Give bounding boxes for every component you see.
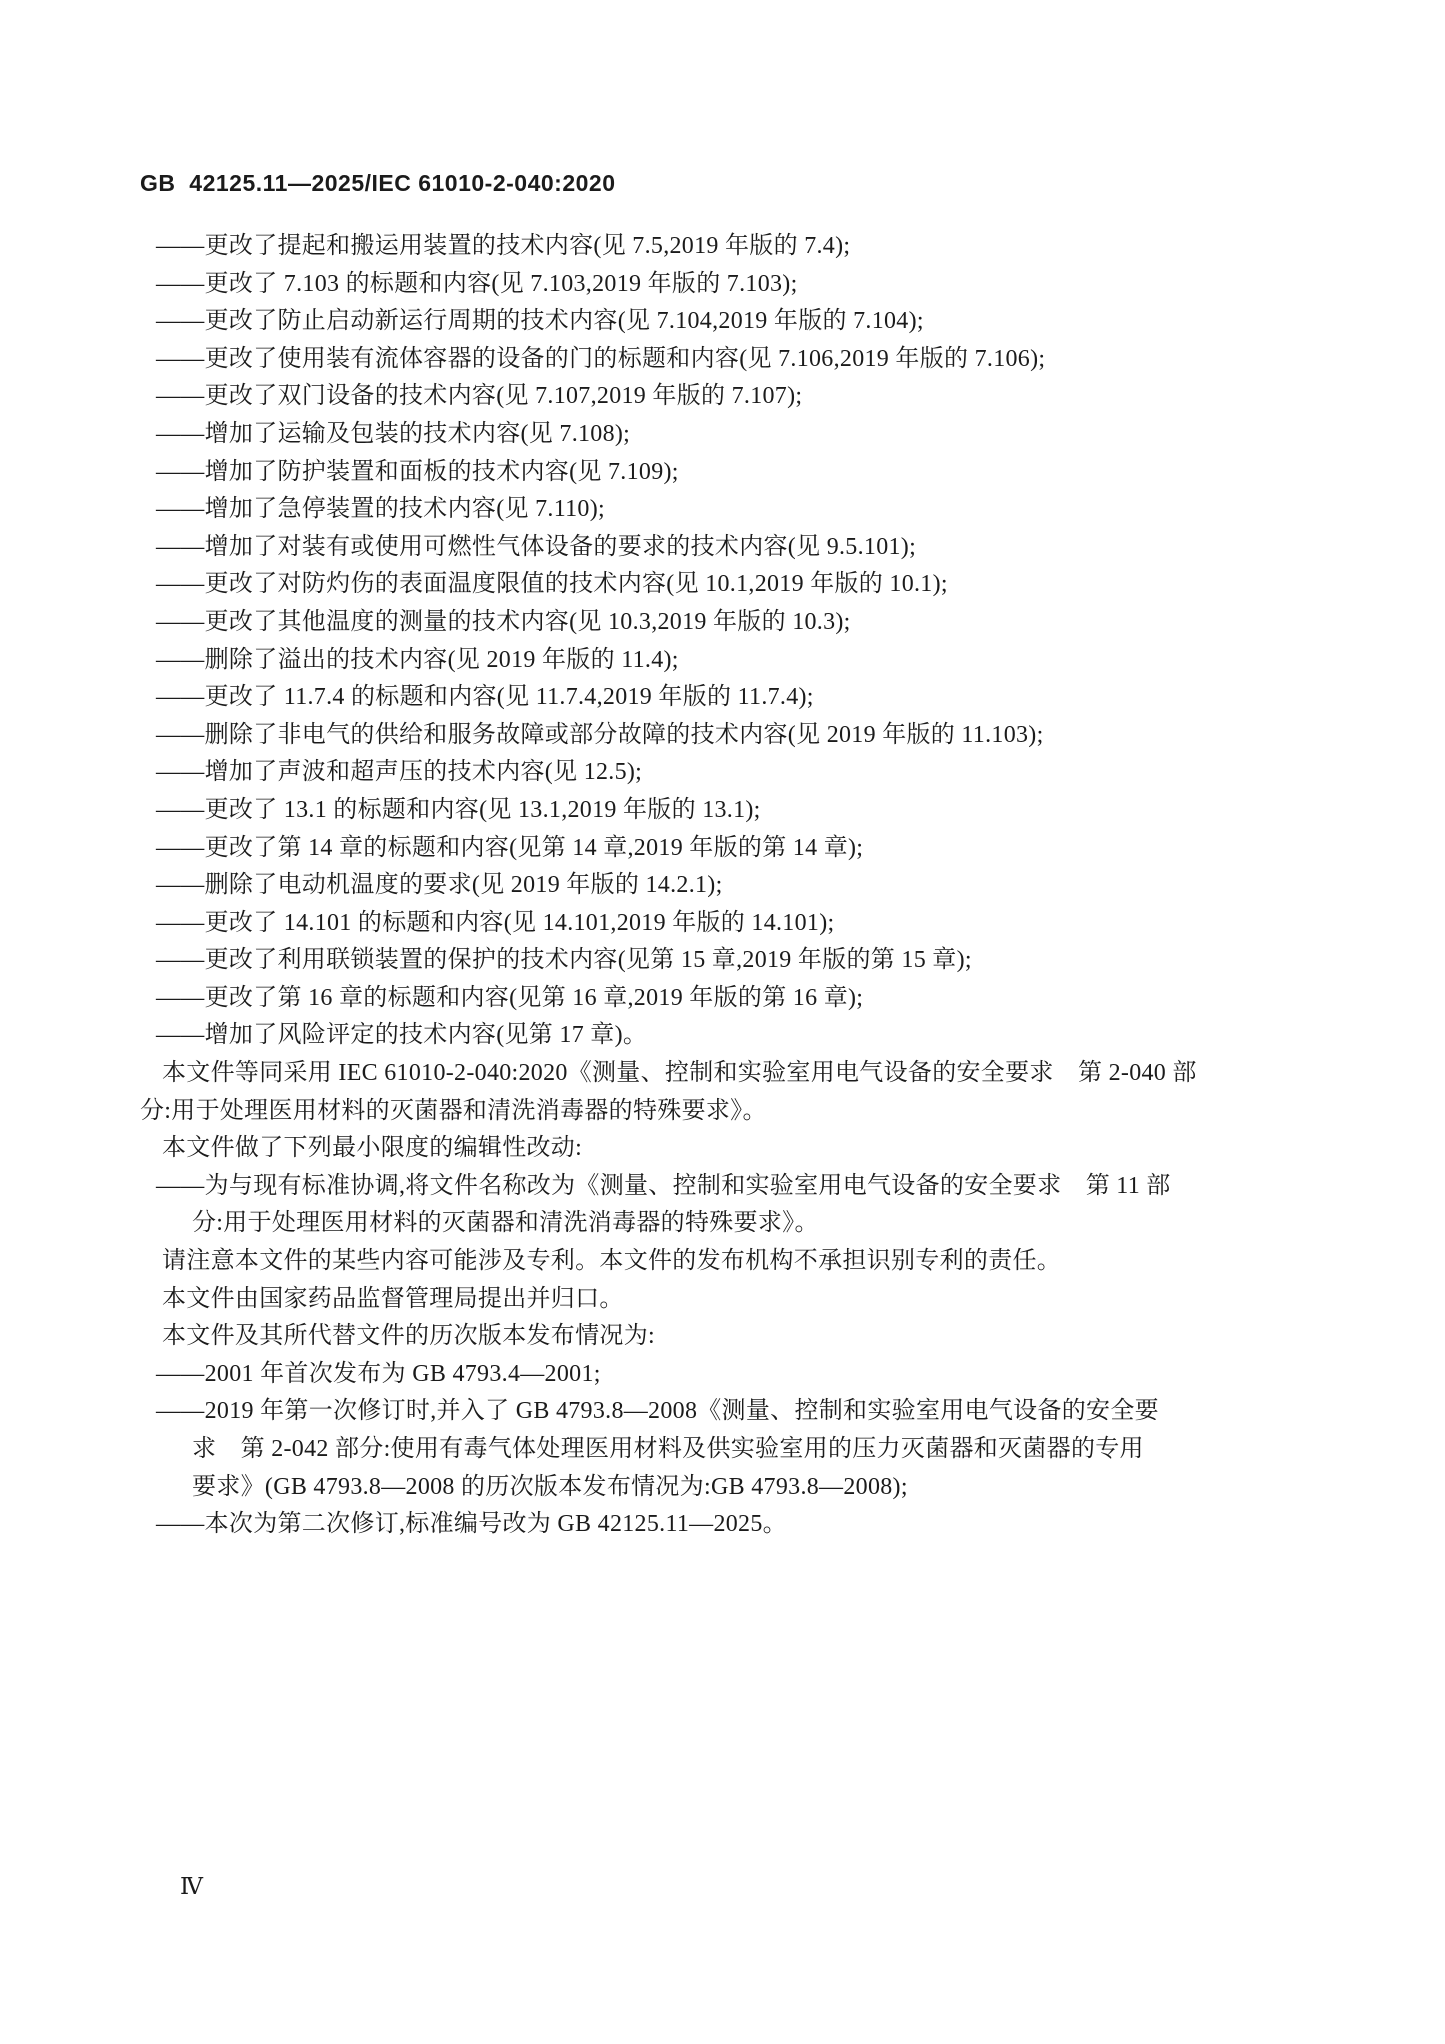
paragraph-line: 本文件由国家药品监督管理局提出并归口。 [162, 1285, 624, 1312]
change-list-item: ——更改了 11.7.4 的标题和内容(见 11.7.4,2019 年版的 11.7.4); [156, 684, 814, 711]
change-list-item: ——更改了利用联锁装置的保护的技术内容(见第 15 章,2019 年版的第 15 章); [156, 947, 972, 974]
change-list-item: ——删除了非电气的供给和服务故障或部分故障的技术内容(见 2019 年版的 11.103); [156, 721, 1044, 748]
change-list-item: ——2019 年第一次修订时,并入了 GB 4793.8—2008《测量、控制和实验室用电气设备的安全要 [156, 1398, 1159, 1425]
change-list-item: ——更改了 13.1 的标题和内容(见 13.1,2019 年版的 13.1); [156, 796, 761, 823]
change-list-item: ——增加了防护装置和面板的技术内容(见 7.109); [156, 458, 679, 485]
change-list-item: ——本次为第二次修订,标准编号改为 GB 42125.11—2025。 [156, 1511, 787, 1538]
paragraph-line: 分:用于处理医用材料的灭菌器和清洗消毒器的特殊要求》。 [140, 1097, 767, 1124]
paragraph-line: 分:用于处理医用材料的灭菌器和清洗消毒器的特殊要求》。 [192, 1210, 819, 1237]
foreword-body [140, 228, 1360, 1544]
change-list-item: ——更改了对防灼伤的表面温度限值的技术内容(见 10.1,2019 年版的 10.1); [156, 571, 948, 598]
change-list-item: ——更改了提起和搬运用装置的技术内容(见 7.5,2019 年版的 7.4); [156, 233, 851, 259]
paragraph-line: 本文件做了下列最小限度的编辑性改动: [162, 1135, 583, 1162]
paragraph-line: 本文件等同采用 IEC 61010-2-040:2020《测量、控制和实验室用电气设备的安全要求 第 2-040 部 [162, 1060, 1197, 1087]
paragraph-line: 要求》(GB 4793.8—2008 的历次版本发布情况为:GB 4793.8—2008); [192, 1473, 908, 1500]
change-list-item: ——增加了对装有或使用可燃性气体设备的要求的技术内容(见 9.5.101); [156, 533, 917, 560]
change-list-item: ——更改了其他温度的测量的技术内容(见 10.3,2019 年版的 10.3); [156, 608, 851, 635]
paragraph-line: 本文件及其所代替文件的历次版本发布情况为: [162, 1323, 655, 1350]
change-list-item: ——更改了 14.101 的标题和内容(见 14.101,2019 年版的 14.101); [156, 909, 835, 936]
change-list-item: ——2001 年首次发布为 GB 4793.4—2001; [156, 1360, 601, 1387]
page-number: Ⅳ [180, 1874, 203, 1899]
change-list-item: ——更改了第 14 章的标题和内容(见第 14 章,2019 年版的第 14 章); [156, 834, 864, 861]
change-list-item: ——增加了急停装置的技术内容(见 7.110); [156, 496, 605, 523]
change-list-item: ——更改了使用装有流体容器的设备的门的标题和内容(见 7.106,2019 年版的 7.106); [156, 345, 1046, 372]
change-list-item: ——删除了电动机温度的要求(见 2019 年版的 14.2.1); [156, 872, 723, 899]
change-list-item: ——为与现有标准协调,将文件名称改为《测量、控制和实验室用电气设备的安全要求 第 11 部 [156, 1172, 1171, 1199]
change-list-item: ——删除了溢出的技术内容(见 2019 年版的 11.4); [156, 646, 679, 673]
change-list-item: ——增加了风险评定的技术内容(见第 17 章)。 [156, 1022, 648, 1049]
paragraph-line: 求 第 2-042 部分:使用有毒气体处理医用材料及供实验室用的压力灭菌器和灭菌器的专用 [192, 1436, 1144, 1462]
paragraph-line: 请注意本文件的某些内容可能涉及专利。本文件的发布机构不承担识别专利的责任。 [162, 1248, 1062, 1275]
change-list-item: ——更改了第 16 章的标题和内容(见第 16 章,2019 年版的第 16 章); [156, 984, 864, 1011]
change-list-item: ——更改了防止启动新运行周期的技术内容(见 7.104,2019 年版的 7.104); [156, 308, 924, 335]
change-list-item: ——更改了 7.103 的标题和内容(见 7.103,2019 年版的 7.103); [156, 270, 798, 297]
change-list-item: ——增加了声波和超声压的技术内容(见 12.5); [156, 759, 643, 786]
change-list-item: ——增加了运输及包装的技术内容(见 7.108); [156, 420, 631, 447]
standard-number-header: GB 42125.11—2025/IEC 61010-2-040:2020 [140, 170, 616, 196]
change-list-item: ——更改了双门设备的技术内容(见 7.107,2019 年版的 7.107); [156, 383, 803, 410]
